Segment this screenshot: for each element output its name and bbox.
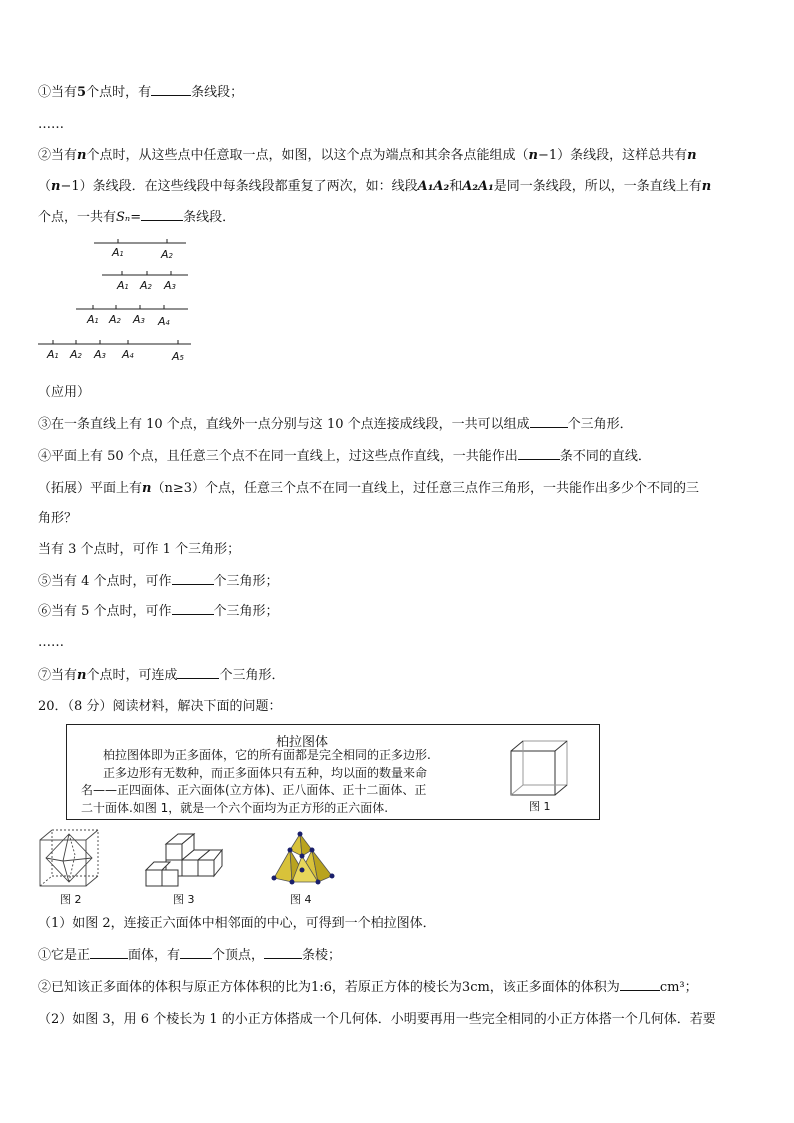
text: 条线段． (183, 210, 236, 225)
point-label: A4 (122, 348, 134, 361)
point-label: A4 (158, 315, 170, 328)
answer-blank[interactable] (620, 978, 660, 991)
text: 条线段； (191, 85, 244, 100)
var-n: n (77, 148, 87, 163)
formula-s: Sₙ= (116, 210, 142, 225)
question-3-line (38, 415, 633, 434)
question-1-line (38, 83, 243, 102)
section-apply: （应用） (38, 385, 91, 400)
answer-blank[interactable] (151, 83, 191, 96)
point-label: A1 (112, 246, 124, 259)
text: 个三角形． (219, 668, 285, 683)
point-label: A2 (109, 313, 121, 326)
answer-blank[interactable] (172, 572, 214, 585)
var-n: n (142, 481, 152, 496)
text: ⑥当有 5 个点时，可作 (38, 604, 172, 619)
text: ③在一条直线上有 10 个点，直线外一点分别与这 10 个点连接成线段，一共可以组成 (38, 417, 530, 432)
answer-blank[interactable] (90, 946, 128, 959)
segment-label: A₁A₂ (417, 179, 450, 194)
extension-line-2: 角形？ (38, 511, 78, 526)
answer-blank[interactable] (177, 666, 219, 679)
point-label: A1 (117, 279, 129, 292)
box-text-line: 正多边形有无数种，而正多面体只有五种，均以面的数量来命 (103, 766, 428, 780)
text: （拓展）平面上有 (38, 481, 143, 496)
question-5-line (38, 572, 279, 591)
question-2-line-3 (38, 208, 235, 227)
question-20-title: 20．（8 分）阅读材料，解决下面的问题： (38, 699, 282, 714)
text: ④平面上有 50 个点，且任意三个点不在同一直线上，过这些点作直线，一共能作出 (38, 449, 518, 464)
text: ⑦当有 (38, 668, 78, 683)
question-7-line (38, 666, 285, 685)
var-n: n (528, 148, 538, 163)
point-label: A1 (87, 313, 99, 326)
point-label: A3 (164, 279, 176, 292)
text: （n≥3）个点，任意三个点不在同一直线上，过任意三点作三角形，一共能作出多少个不同的三 (151, 481, 700, 496)
point-label: A2 (161, 248, 173, 261)
ellipsis: …… (38, 635, 64, 650)
question-2-line-2 (38, 178, 711, 196)
point-label: A3 (94, 348, 106, 361)
octahedron-in-cube-figure (38, 828, 102, 890)
text: −1）条线段，这样总共有 (537, 148, 688, 163)
tetrahedra-figure (262, 828, 342, 890)
box-text-line: 柏拉图体即为正多面体，它的所有面都是完全相同的正多边形. (103, 748, 431, 762)
text: 个三角形； (213, 574, 279, 589)
box-text-line: 名——正四面体、正六面体(立方体)、正八面体、正十二面体、正 (81, 783, 427, 797)
text: ②当有 (38, 148, 78, 163)
answer-blank[interactable] (172, 602, 214, 615)
cube-figure-1 (507, 737, 571, 799)
number: 5 (77, 85, 87, 100)
question-4-line (38, 447, 651, 466)
text: 个点时，有 (86, 85, 152, 100)
text: 是同一条线段，所以，一条直线上有 (493, 179, 702, 194)
point-label: A1 (47, 348, 59, 361)
text: cm³； (659, 980, 698, 995)
box-text-line: 二十面体.如图 1，就是一个六个面均为正方形的正六面体. (81, 801, 389, 815)
var-n: n (687, 148, 697, 163)
answer-blank[interactable] (264, 946, 302, 959)
text: ①当有 (38, 85, 78, 100)
text: 个顶点， (212, 948, 265, 963)
question-2-line-1 (38, 147, 697, 165)
case-3-points: 当有 3 个点时，可作 1 个三角形； (38, 542, 241, 557)
fig2-caption: 图 2 (60, 893, 82, 906)
point-label: A2 (70, 348, 82, 361)
answer-blank[interactable] (180, 946, 212, 959)
diagram-labels (36, 232, 196, 372)
extension-line-1 (38, 480, 699, 498)
answer-blank[interactable] (518, 447, 560, 460)
text: 个点时，从这些点中任意取一点，如图，以这个点为端点和其余各点能组成（ (86, 148, 529, 163)
part-1-question-2 (38, 978, 698, 997)
part-1-question-1 (38, 946, 341, 965)
text: （ (38, 179, 52, 194)
fig1-caption: 图 1 (529, 800, 551, 813)
text: −1）条线段．在这些线段中每条线段都重复了两次，如：线段 (60, 179, 418, 194)
text: ②已知该正多面体的体积与原正方体体积的比为1:6，若原正方体的棱长为3cm，该正多面体的体积为 (38, 980, 620, 995)
question-6-line (38, 602, 279, 621)
var-n: n (701, 179, 712, 194)
answer-blank[interactable] (141, 208, 183, 221)
platonic-solid-info-box (66, 724, 600, 820)
point-label: A5 (172, 350, 184, 363)
text: 个三角形； (213, 604, 279, 619)
var-n: n (77, 668, 87, 683)
segment-label: A₂A₁ (462, 179, 494, 194)
text: 条棱； (302, 948, 342, 963)
point-label: A3 (133, 313, 145, 326)
point-label: A2 (140, 279, 152, 292)
text: ⑤当有 4 个点时，可作 (38, 574, 172, 589)
text: 个点，一共有 (38, 210, 117, 225)
text: 和 (449, 179, 463, 194)
ellipsis: …… (38, 117, 64, 132)
part-2-line: （2）如图 3，用 6 个棱长为 1 的小正方体搭成一个几何体．小明要再用一些完全相同的小正方体搭一个几何体．若要 (38, 1012, 716, 1027)
var-n: n (51, 179, 61, 194)
six-cubes-figure (144, 830, 224, 890)
fig4-caption: 图 4 (290, 893, 312, 906)
text: 条不同的直线． (559, 449, 651, 464)
fig3-caption: 图 3 (173, 893, 195, 906)
box-title: 柏拉图体 (275, 735, 328, 750)
text: 面体，有 (128, 948, 181, 963)
text: 个三角形． (567, 417, 633, 432)
text: ①它是正 (38, 948, 91, 963)
text: 个点时，可连成 (86, 668, 178, 683)
part-1-line: （1）如图 2，连接正六面体中相邻面的中心，可得到一个柏拉图体． (38, 916, 436, 931)
answer-blank[interactable] (530, 415, 568, 428)
